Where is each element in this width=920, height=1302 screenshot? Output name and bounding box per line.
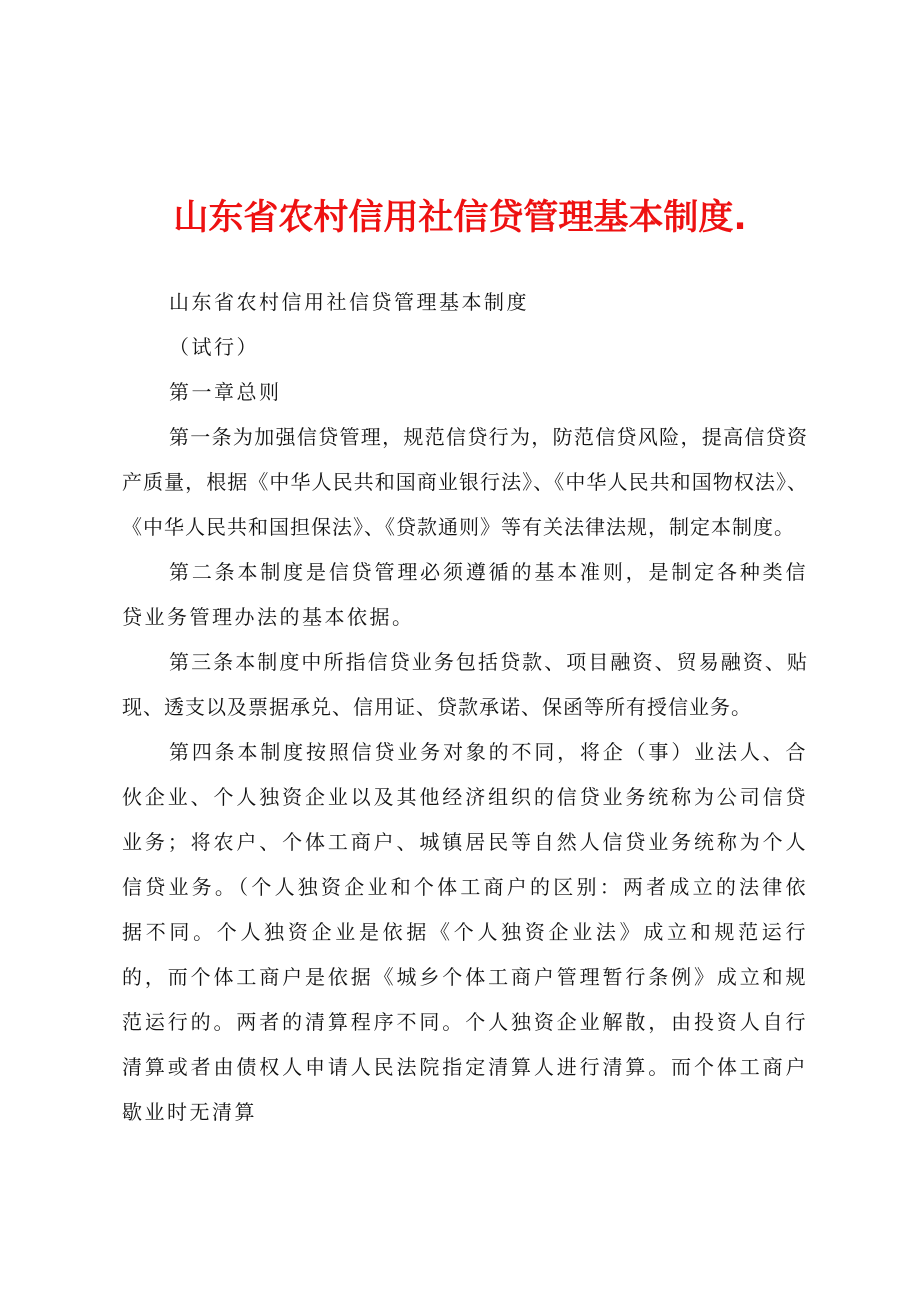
article-2-paragraph: 第二条本制度是信贷管理必须遵循的基本准则，是制定各种类信贷业务管理办法的基本依据。 (122, 560, 808, 629)
document-title: 山东省农村信用社信贷管理基本制度. (173, 198, 747, 238)
chapter-heading: 第一章总则 (169, 380, 282, 404)
article-1-paragraph: 第一条为加强信贷管理，规范信贷行为，防范信贷风险，提高信贷资产质量，根据《中华人民共和国商业银行法》、《中华人民共和国物权法》、《中华人民共和国担保法》、《贷款通则》等有关法律法规，制定本制度。 (122, 425, 808, 539)
article-4-paragraph: 第四条本制度按照信贷业务对象的不同，将企（事）业法人、合伙企业、个人独资企业以及其他经济组织的信贷业务统称为公司信贷业务；将农户、个体工商户、城镇居民等自然人信贷业务统称为个人信贷业务。（个人独资企业和个体工商户的区别：两者成立的法律依据不同。个人独资企业是依据《个人独资企业法》成立和规范运行的，而个体工商户是依据《城乡个体工商户管理暂行条例》成立和规范运行的。两者的清算程序不同。个人独资企业解散，由投资人自行清算或者由债权人申请人民法院指定清算人进行清算。而个体工商户歇业时无清算 (122, 740, 808, 1124)
subtitle-paragraph: 山东省农村信用社信贷管理基本制度 (169, 290, 529, 314)
document-body (122, 280, 808, 1135)
article-3-paragraph: 第三条本制度中所指信贷业务包括贷款、项目融资、贸易融资、贴现、透支以及票据承兑、信用证、贷款承诺、保函等所有授信业务。 (122, 650, 808, 719)
trial-note-paragraph: （试行） (169, 335, 259, 359)
